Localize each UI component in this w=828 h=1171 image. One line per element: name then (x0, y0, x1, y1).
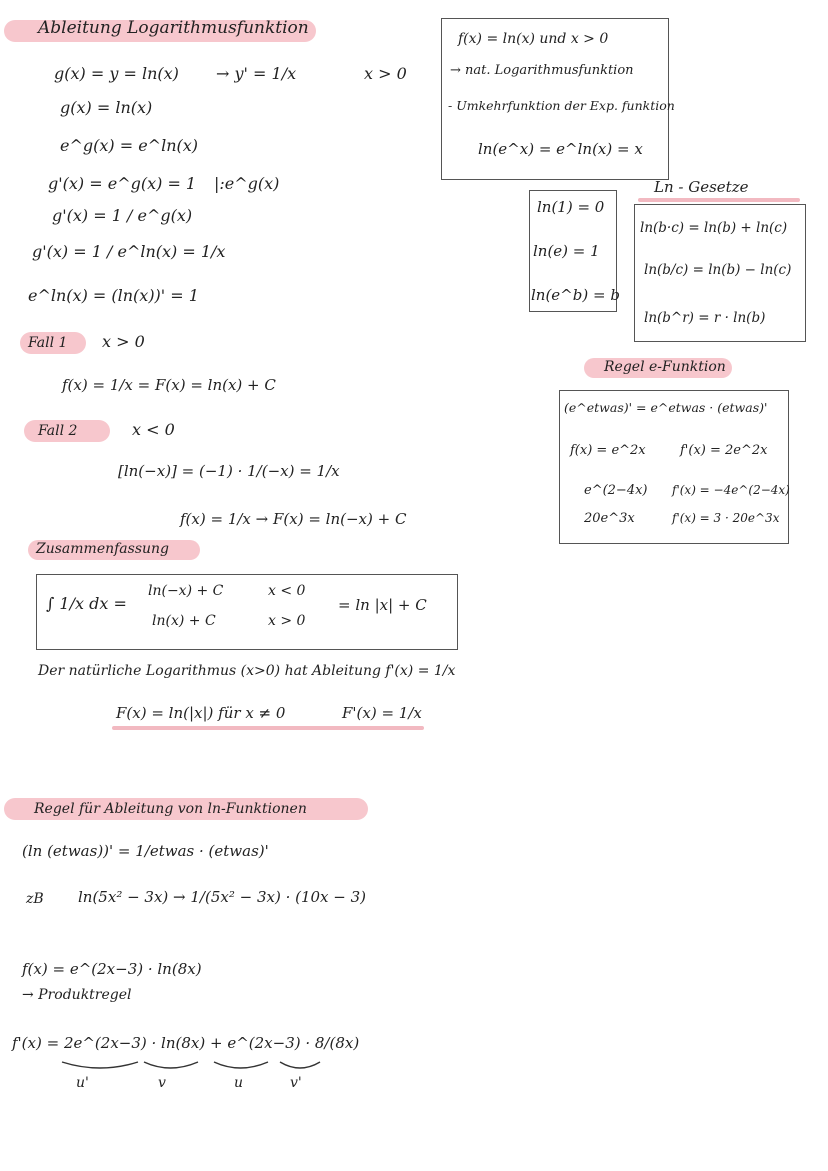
product-derivative: f'(x) = 2e^(2x−3) · ln(8x) + e^(2x−3) · 8/(8x) (12, 1034, 360, 1052)
summary-sentence: Der natürliche Logarithmus (x>0) hat Ableitung f'(x) = 1/x (38, 663, 456, 679)
summary-case-a-cond: x < 0 (268, 583, 306, 599)
summary-case-b-cond: x > 0 (268, 613, 306, 629)
summary-case-b: ln(x) + C (152, 613, 216, 629)
rule-e-line: e^(2−4x) (584, 483, 648, 498)
section-title-ableitung: Ableitung Logarithmusfunktion (38, 18, 309, 38)
rule-e-line: f'(x) = 3 · 20e^3x (672, 511, 780, 525)
rule-ln-title: Regel für Ableitung von ln-Funktionen (34, 801, 307, 817)
ln-law: ln(b^r) = r · ln(b) (644, 310, 766, 326)
math-line: g(x) = ln(x) (60, 98, 153, 117)
product-rule: → Produktregel (22, 987, 132, 1003)
summary-title: Zusammenfassung (36, 541, 170, 557)
label-u: u (234, 1075, 244, 1091)
summary-final-deriv: F'(x) = 1/x (342, 704, 422, 722)
ln-value: ln(e^b) = b (531, 286, 620, 304)
rule-ln-line: (ln (etwas))' = 1/etwas · (etwas)' (22, 842, 269, 860)
box-line: f(x) = ln(x) und x > 0 (458, 31, 609, 47)
math-line: |:e^g(x) (214, 174, 280, 193)
math-line: g'(x) = 1 / e^ln(x) = 1/x (32, 242, 226, 261)
rule-e-line: 20e^3x (584, 511, 635, 526)
label-v: v (158, 1075, 166, 1091)
math-line: g'(x) = 1 / e^g(x) (52, 206, 193, 225)
rule-e-title: Regel e-Funktion (604, 359, 726, 375)
rule-e-line: f(x) = e^2x (570, 443, 646, 458)
box-line: - Umkehrfunktion der Exp. funktion (448, 98, 675, 113)
ln-value: ln(e) = 1 (533, 242, 600, 260)
case2-cond: x < 0 (132, 420, 175, 439)
rule-ln-example-label: zB (26, 891, 44, 907)
case2-line: [ln(−x)] = (−1) · 1/(−x) = 1/x (118, 462, 340, 480)
math-line: g(x) = y = ln(x) (54, 64, 179, 83)
box-line: → nat. Logarithmusfunktion (450, 63, 634, 78)
ln-laws-title: Ln - Gesetze (654, 178, 749, 196)
ln-value: ln(1) = 0 (537, 198, 605, 216)
box-line: ln(e^x) = e^ln(x) = x (478, 140, 643, 158)
ln-law: ln(b/c) = ln(b) − ln(c) (644, 262, 792, 278)
math-line: x > 0 (364, 64, 407, 83)
ln-law: ln(b·c) = ln(b) + ln(c) (640, 220, 788, 236)
case1-line: f(x) = 1/x = F(x) = ln(x) + C (62, 376, 276, 394)
case1-cond: x > 0 (102, 332, 145, 351)
case2-line: f(x) = 1/x → F(x) = ln(−x) + C (180, 510, 407, 528)
summary-result: = ln |x| + C (338, 596, 427, 614)
product-function: f(x) = e^(2x−3) · ln(8x) (22, 960, 202, 978)
rule-e-line: (e^etwas)' = e^etwas · (etwas)' (564, 400, 768, 415)
summary-integral: ∫ 1/x dx = (46, 594, 127, 613)
math-line: g'(x) = e^g(x) = 1 (48, 174, 197, 193)
rule-ln-example: ln(5x² − 3x) → 1/(5x² − 3x) · (10x − 3) (78, 888, 367, 906)
summary-case-a: ln(−x) + C (148, 583, 224, 599)
math-line: e^ln(x) = (ln(x))' = 1 (28, 286, 199, 305)
math-line: → y' = 1/x (216, 64, 297, 83)
case1-label: Fall 1 (28, 335, 68, 351)
label-v-prime: v' (290, 1075, 302, 1091)
summary-final: F(x) = ln(|x|) für x ≠ 0 (116, 704, 286, 722)
case2-label: Fall 2 (38, 423, 78, 439)
rule-e-line: f'(x) = −4e^(2−4x) (672, 483, 790, 497)
math-line: e^g(x) = e^ln(x) (60, 136, 199, 155)
rule-e-line: f'(x) = 2e^2x (680, 443, 768, 458)
label-u-prime: u' (76, 1075, 89, 1091)
